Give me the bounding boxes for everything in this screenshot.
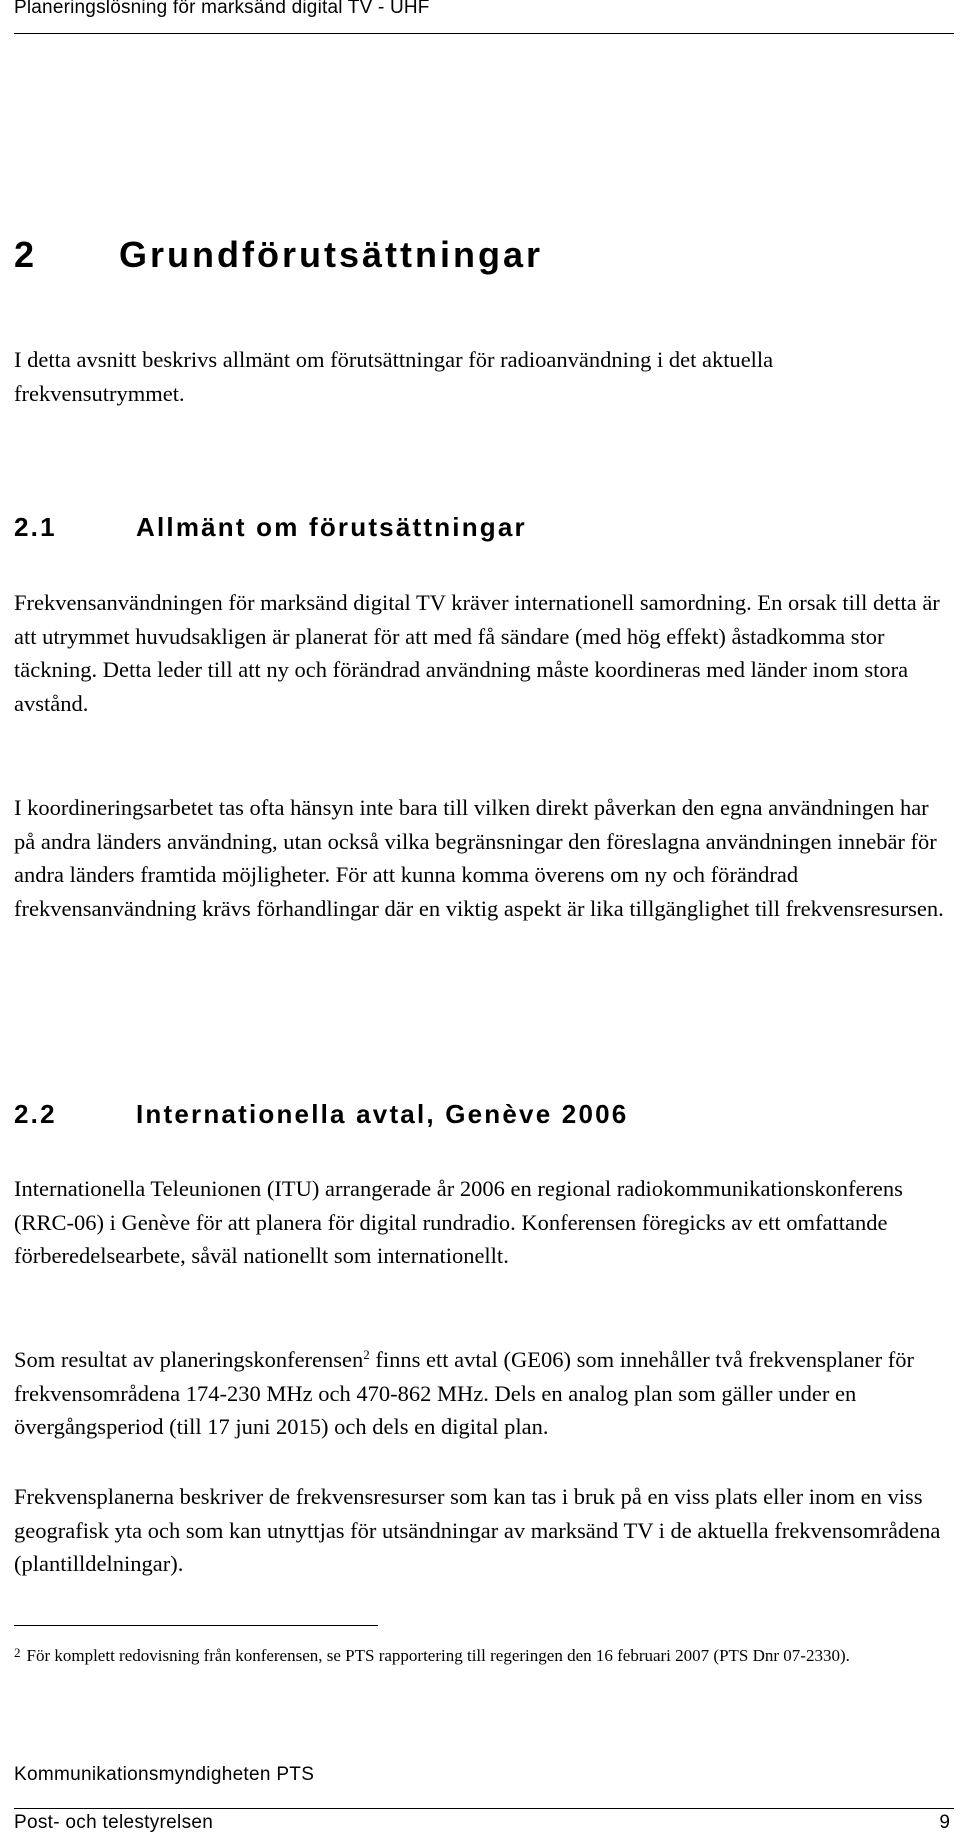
footnote-text: För komplett redovisning från konferensen, se PTS rapportering till regeringen den 16 februari 2007 (PTS Dnr 07-2330). [26,1646,850,1665]
section-heading [14,512,527,543]
body-paragraph: Internationella Teleunionen (ITU) arrangerade år 2006 en regional radiokommunikationskonferens (RRC-06) i Genève för att planera för digital rundradio. Konferensen föregicks av ett omfattande förberedelsearbete, såväl nationellt som internationellt. [14,1176,903,1268]
body-paragraph: Frekvensanvändningen för marksänd digital TV kräver internationell samordning. En orsak till detta är att utrymmet huvudsakligen är planerat för att med få sändare (med hög effekt) åstadkomma stor täckning. Detta leder till att ny och förändrad användning måste koordineras med länder inom stora avstånd. [14,590,940,716]
section-number: 2.2 [14,1099,57,1129]
page-footer [14,1808,954,1839]
footnote-reference[interactable]: 2 [363,1347,370,1362]
intro-paragraph: I detta avsnitt beskrivs allmänt om förutsättningar för radioanvändning i det aktuella frekvensutrymmet. [14,347,774,406]
paragraph-text: Som resultat av planeringskonferensen [14,1347,364,1372]
section-title: Allmänt om förutsättningar [136,512,527,542]
body-paragraph: Frekvensplanerna beskriver de frekvensresurser som kan tas i bruk på en viss plats eller inom en viss geografisk yta och som kan utnyttjas för utsändningar av marksänd TV i de aktuella frekvensområdena (plantilldelningar). [14,1484,941,1576]
footnote-divider [14,1625,378,1626]
chapter-heading [14,234,543,276]
footnote-number: 2 [14,1645,21,1660]
page-number: 9 [939,1812,950,1833]
footer-subtitle: Post- och telestyrelsen [14,1812,214,1833]
section-title: Internationella avtal, Genève 2006 [136,1099,629,1129]
footer-organization: Kommunikationsmyndigheten PTS [14,1764,315,1785]
chapter-title: Grundförutsättningar [119,234,543,275]
paragraph-text: finns ett avtal (GE06) som innehåller två frekvensplaner för frekvensområdena 174-230 MHz och 470-862 MHz. Dels en analog plan som gäller under en övergångsperiod (till 17 juni 2015) och dels en digital plan. [14,1347,914,1439]
chapter-number: 2 [14,234,38,275]
section-number: 2.1 [14,512,57,542]
page-header [14,0,954,34]
section-heading [14,1099,628,1130]
document-title: Planeringslösning för marksänd digital TV - UHF [14,0,430,18]
body-paragraph [14,1343,944,1444]
body-paragraph: I koordineringsarbetet tas ofta hänsyn inte bara till vilken direkt påverkan den egna användningen har på andra länders användning, utan också vilka begränsningar den föreslagna användningen innebär för andra länders framtida möjligheter. För att kunna komma överens om ny och förändrad frekvensanvändning krävs förhandlingar där en viktig aspekt är lika tillgänglighet till frekvensresursen. [14,795,944,921]
footnote [14,1640,914,1668]
